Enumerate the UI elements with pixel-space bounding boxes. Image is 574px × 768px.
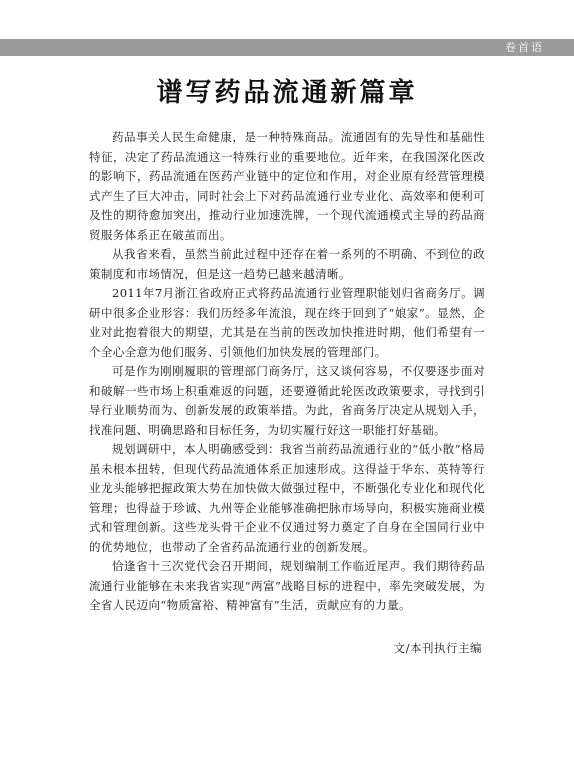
paragraph: 药品事关人民生命健康，是一种特殊商品。流通固有的先导性和基础性特征，决定了药品流通这一特殊行业的重要地位。近年来，在我国深化医改的影响下，药品流通在医药产业链中的定位和作用，对企业原有经营管理模式产生了巨大冲击，同时社会上下对药品流通行业专业化、高效率和便利可及性的期待愈加突出，推动行业加速洗牌，一个现代流通模式主导的药品商贸服务体系正在破茧而出。 <box>89 130 485 242</box>
article-body <box>89 128 485 616</box>
paragraph: 可是作为刚刚履职的管理部门商务厅，这又谈何容易，不仅要逐步面对和破解一些市场上积重难返的问题，还要遵循此轮医改政策要求，寻找到引导行业顺势而为、创新发展的政策举措。为此，省商务厅决定从规划入手，找准问题、明确思路和目标任务，为切实履行好这一职能打好基础。 <box>89 364 485 437</box>
paragraph: 从我省来看，虽然当前此过程中还存在着一系列的不明确、不到位的政策制度和市场情况，但是这一趋势已越来越清晰。 <box>89 247 485 281</box>
section-label: 卷首语 <box>505 41 544 54</box>
paragraph: 恰逢省十三次党代会召开期间，规划编制工作临近尾声。我们期待药品流通行业能够在未来我省实现“两富”战略目标的进程中，率先突破发展，为全省人民迈向“物质富裕、精神富有”生活，贡献应有的力量。 <box>89 559 485 612</box>
author-signature: 文/本刊执行主编 <box>393 641 482 655</box>
paragraph: 2011年7月浙江省政府正式将药品流通行业管理职能划归省商务厅。调研中很多企业形容：我们历经多年流浪，现在终于回到了“娘家”。显然，企业对此抱着很大的期望，尤其是在当前的医改加快推进时期，他们希望有一个全心全意为他们服务、引领他们加快发展的管理部门。 <box>89 286 485 359</box>
paragraph: 规划调研中，本人明确感受到：我省当前药品流通行业的“低小散”格局虽未根本扭转，但现代药品流通体系正加速形成。这得益于华东、英特等行业龙头能够把握政策大势在加快做大做强过程中，不断强化专业化和现代化管理；也得益于珍诚、九州等企业能够准确把脉市场导向，积极实施商业模式和管理创新。这些龙头骨干企业不仅通过努力奠定了自身在全国同行业中的优势地位，也带动了全省药品流通行业的创新发展。 <box>89 442 485 554</box>
section-header-band <box>0 39 574 56</box>
page-title: 谱写药品流通新篇章 <box>156 78 418 108</box>
